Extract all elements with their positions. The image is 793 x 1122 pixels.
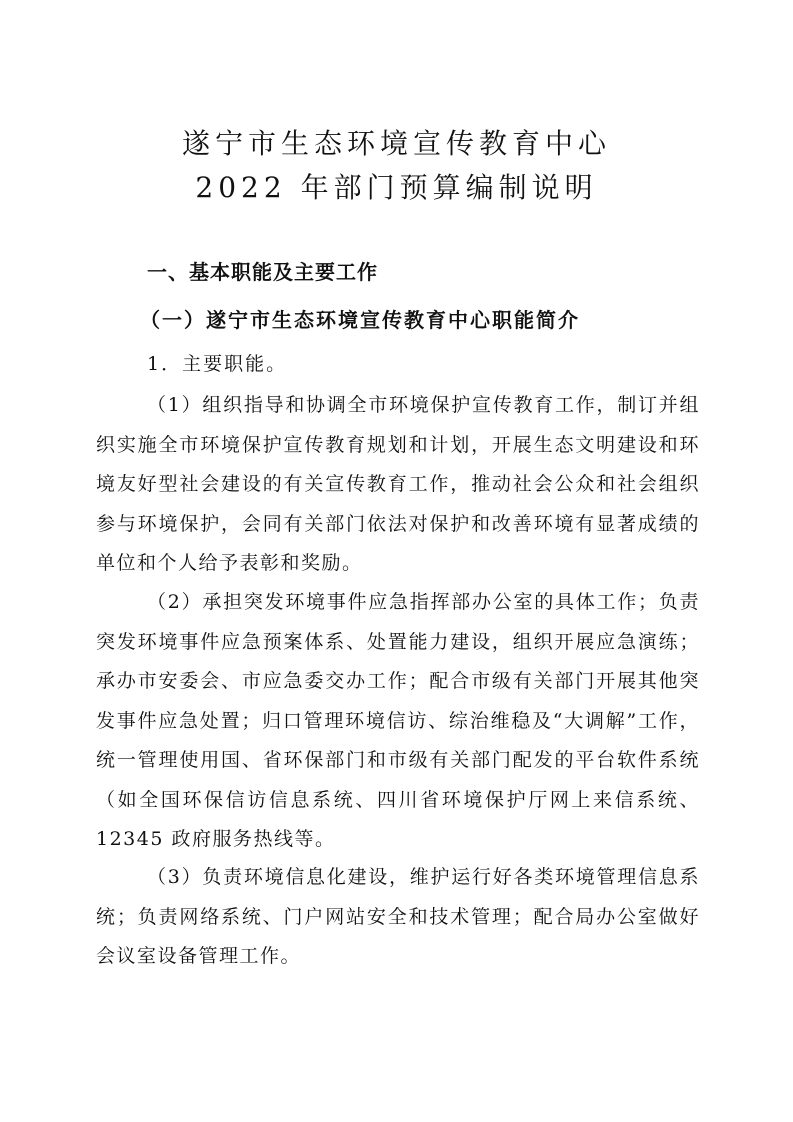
document-title-line-2: 2022 年部门预算编制说明 <box>195 171 598 204</box>
paragraph-function-1: （1）组织指导和协调全市环境保护宣传教育工作，制订并组织实施全市环境保护宣传教育规划和计划，开展生态文明建设和环境友好型社会建设的有关宣传教育工作，推动社会公众和社会组织参与环境保护，会同有关部门依法对保护和改善环境有显著成绩的单位和个人给予表彰和奖励。 <box>96 394 700 574</box>
item-heading-main-functions: 1．主要职能。 <box>147 353 288 375</box>
section-heading-basic-functions: 一、基本职能及主要工作 <box>147 260 378 284</box>
paragraph-function-3: （3）负责环境信息化建设，维护运行好各类环境管理信息系统；负责网络系统、门户网站安全和技术管理；配合局办公室做好会议室设备管理工作。 <box>96 866 700 967</box>
subsection-heading-center-functions: （一）遂宁市生态环境宣传教育中心职能简介 <box>140 308 580 332</box>
paragraph-function-2: （2）承担突发环境事件应急指挥部办公室的具体工作；负责突发环境事件应急预案体系、处置能力建设，组织开展应急演练；承办市安委会、市应急委交办工作；配合市级有关部门开展其他突发事件应急处置；归口管理环境信访、综治维稳及“大调解”工作，统一管理使用国、省环保部门和市级有关部门配发的平台软件系统（如全国环保信访信息系统、四川省环境保护厅网上来信系统、12345 政府服务热线等。 <box>96 591 700 850</box>
document-title-line-1: 遂宁市生态环境宣传教育中心 <box>181 127 611 160</box>
